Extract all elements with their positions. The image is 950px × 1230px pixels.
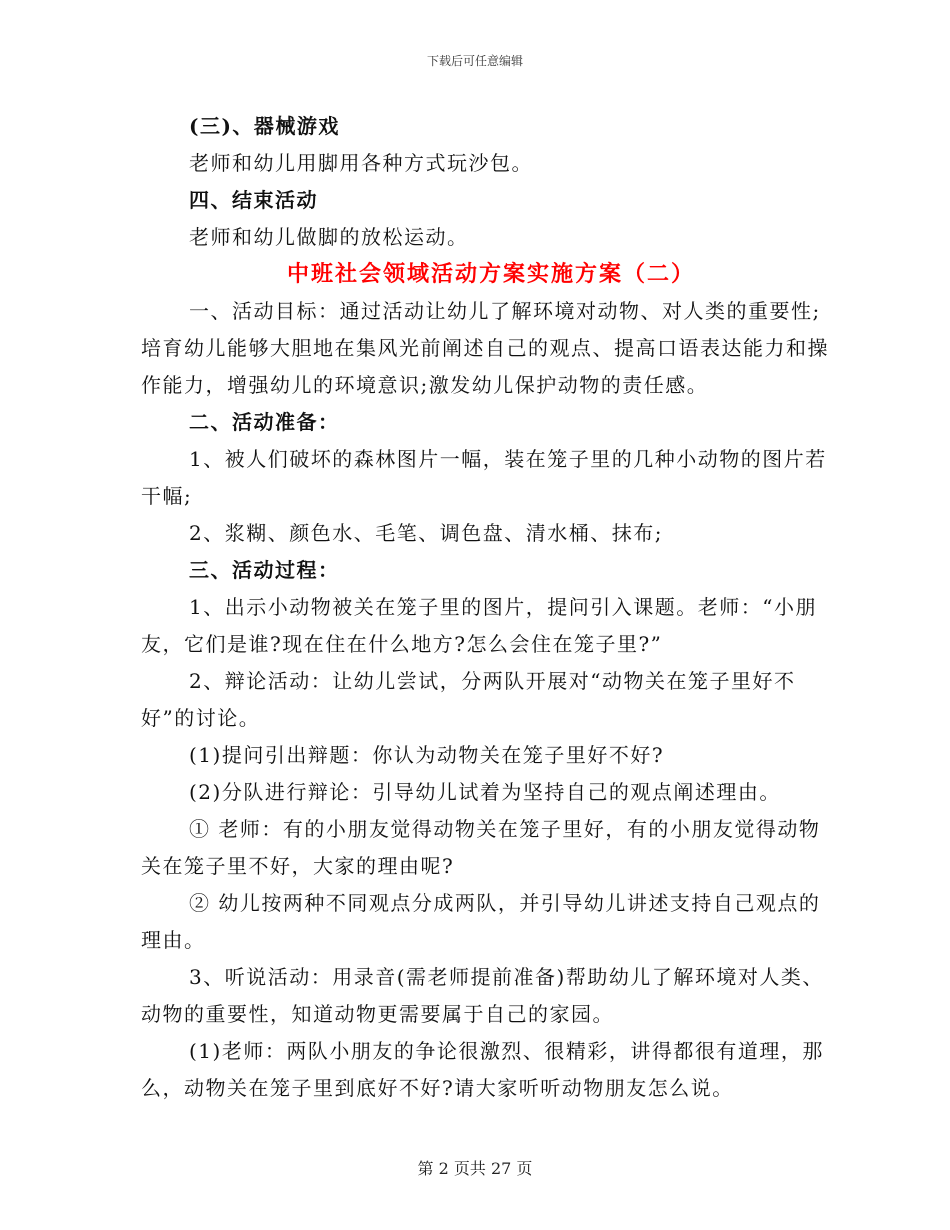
document-title: 中班社会领域活动方案实施方案（二） <box>286 261 695 287</box>
paragraph: 3、听说活动：用录音(需老师提前准备)帮助幼儿了解环境对人类、动物的重要性，知道动物更需要属于自己的家园。 <box>141 965 824 1026</box>
paragraph: 1、出示小动物被关在笼子里的图片，提问引入课题。老师：“小朋友，它们是谁?现在住在什么地方?怎么会住在笼子里?” <box>141 595 817 656</box>
section-heading-preparation: 二、活动准备： <box>189 410 340 434</box>
paragraph: (1)老师：两队小朋友的争论很激烈、很精彩，讲得都很有道理，那么，动物关在笼子里到底好不好?请大家听听动物朋友怎么说。 <box>141 1039 824 1100</box>
paragraph: ② 幼儿按两种不同观点分成两队，并引导幼儿讲述支持自己观点的理由。 <box>141 891 821 952</box>
paragraph-activity-goal: 一、活动目标：通过活动让幼儿了解环境对动物、对人类的重要性;培育幼儿能够大胆地在集风光前阐述自己的观点、提高口语表达能力和操作能力，增强幼儿的环境意识;激发幼儿保护动物的责任感。 <box>141 299 829 397</box>
paragraph: 2、浆糊、颜色水、毛笔、调色盘、清水桶、抹布; <box>189 521 663 545</box>
paragraph: 1、被人们破坏的森林图片一幅，装在笼子里的几种小动物的图片若干幅; <box>141 447 827 508</box>
paragraph: ① 老师：有的小朋友觉得动物关在笼子里好，有的小朋友觉得动物关在笼子里不好，大家的理由呢? <box>141 817 821 878</box>
paragraph: 老师和幼儿做脚的放松运动。 <box>189 225 469 249</box>
page-footer: 第 2 页共 27 页 <box>417 1159 533 1178</box>
document-body <box>141 108 831 1107</box>
paragraph: (1)提问引出辩题：你认为动物关在笼子里好不好? <box>189 743 665 767</box>
paragraph: (2)分队进行辩论：引导幼儿试着为坚持自己的观点阐述理由。 <box>189 780 781 804</box>
section-heading-process: 三、活动过程： <box>189 558 340 582</box>
paragraph: 2、辩论活动：让幼儿尝试，分两队开展对“动物关在笼子里好不好”的讨论。 <box>141 669 796 730</box>
paragraph: 老师和幼儿用脚用各种方式玩沙包。 <box>189 151 533 175</box>
section-heading-equipment-game: (三)、器械游戏 <box>189 114 340 138</box>
page-header: 下载后可任意编辑 <box>426 54 523 68</box>
section-heading-end-activity: 四、结束活动 <box>189 188 318 212</box>
